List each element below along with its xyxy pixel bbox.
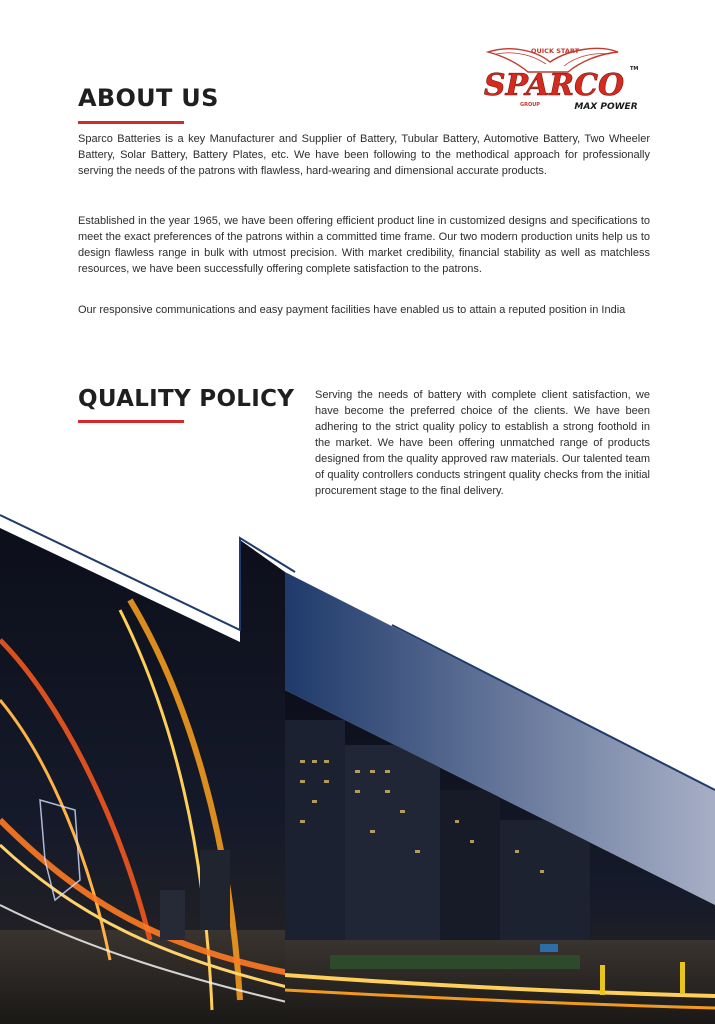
logo-sub: MAX POWER — [574, 102, 638, 112]
about-paragraph-1: Sparco Batteries is a key Manufacturer and Supplier of Battery, Tubular Battery, Automotive Battery, Two Wheeler Battery, Solar Battery, Battery Plates, etc. We have been following to the methodical approach for professionally serving the needs of the patrons with flawless, hard-wearing and dimensional accurate products. — [78, 133, 650, 177]
about-paragraph-2: Established in the year 1965, we have been offering efficient product line in customized designs and specifications to meet the exact preferences of the patrons within a committed time frame. Our two modern production units help us to design flawless range in bulk with utmost precision. With market credibility, financial stability as well as matchless resources, we have been successfully offering complete satisfaction to the patrons. — [78, 215, 650, 275]
logo-tm: TM — [630, 66, 639, 72]
logo-tagline: QUICK START — [530, 47, 580, 55]
quality-policy-heading: QUALITY POLICY — [78, 386, 295, 412]
logo-brand: SPARCO — [483, 68, 625, 103]
about-us-heading: ABOUT US — [78, 84, 219, 112]
about-paragraph-3: Our responsive communications and easy payment facilities have enabled us to attain a reputed position in India — [78, 304, 626, 316]
logo-group: GROUP — [520, 102, 540, 108]
quality-policy-text: Serving the needs of battery with complete client satisfaction, we have become the preferred choice of the clients. We have been adhering to the strict quality policy to establish a strong foothold in the market. We have been offering unmatched range of products designed from the quality approved raw materials. Our talented team of quality controllers conducts stringent quality checks from the initial procurement stage to the final delivery. — [315, 389, 650, 497]
